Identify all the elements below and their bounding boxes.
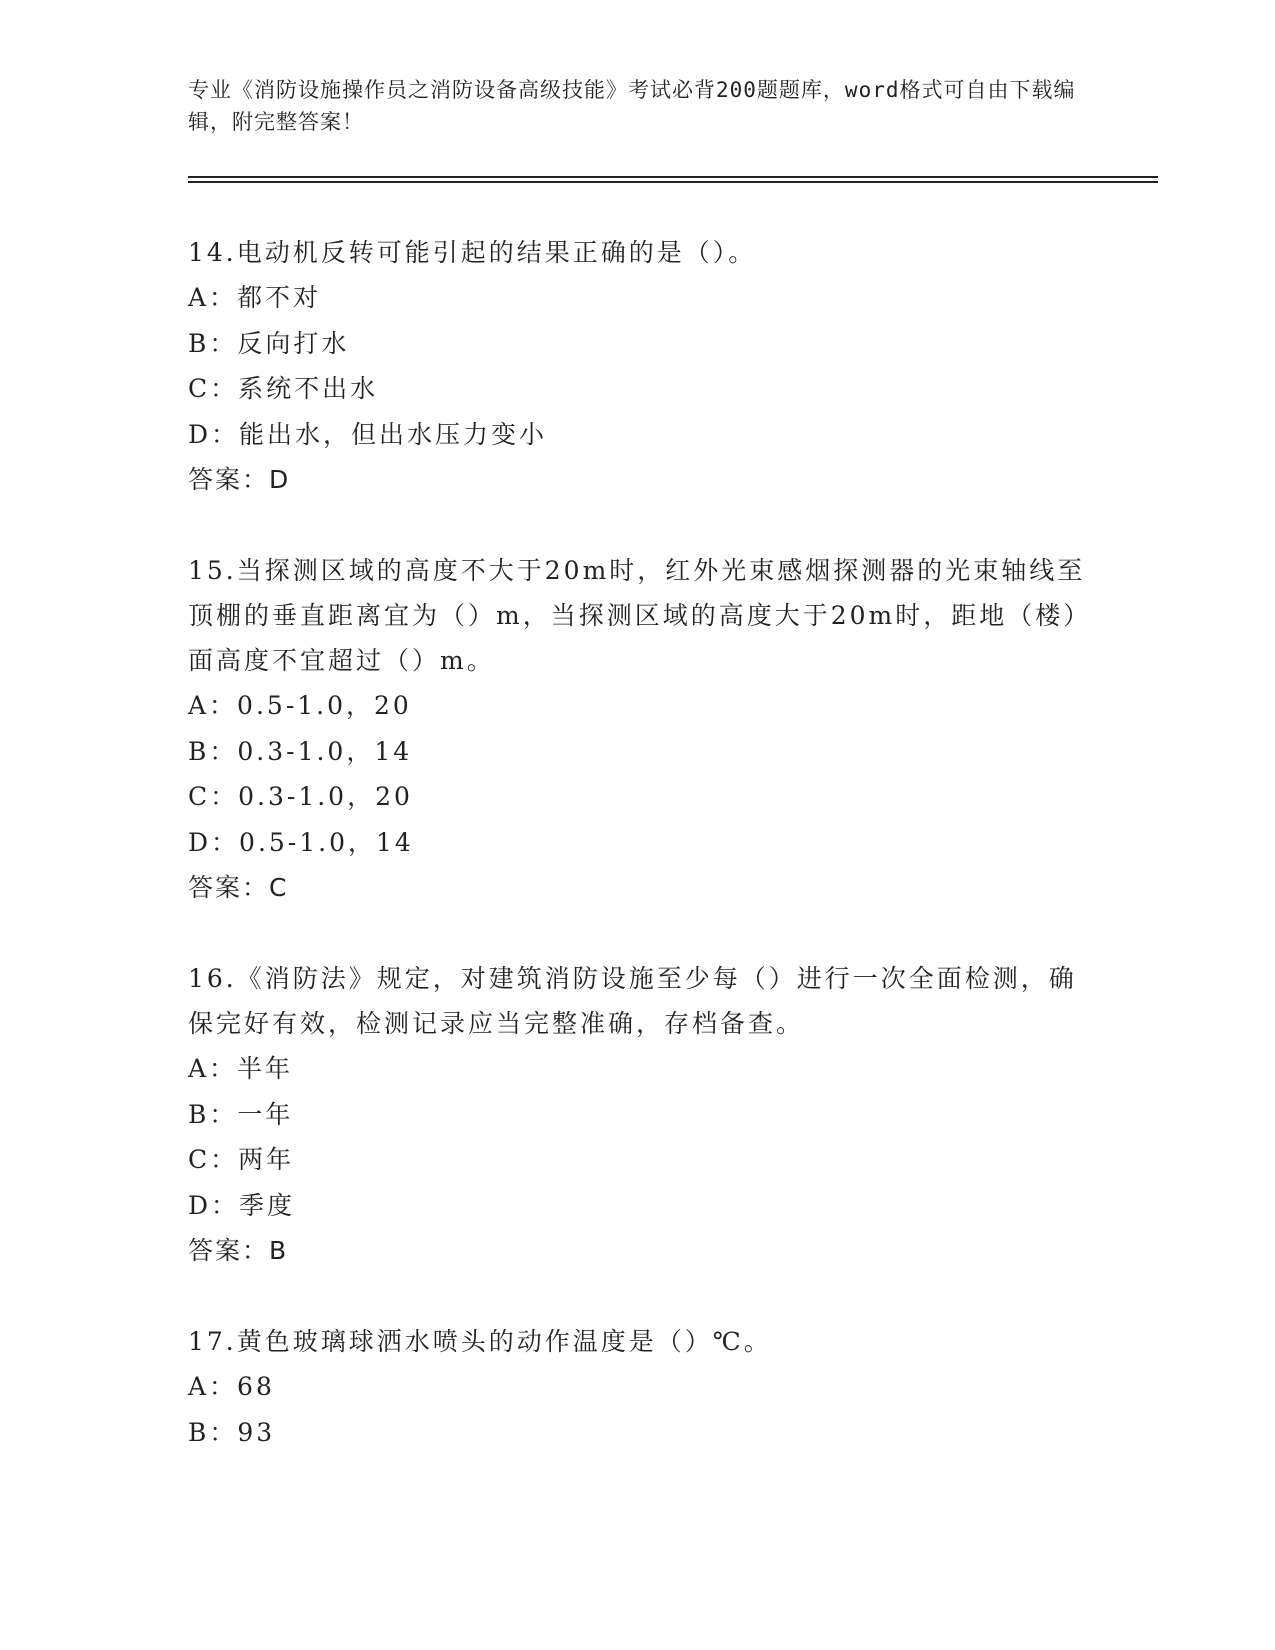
header-divider-bottom [188,181,1158,183]
option-b: B：一年 [188,1099,294,1129]
question-stem: 15.当探测区域的高度不大于20m时，红外光束感烟探测器的光束轴线至顶棚的垂直距离宜为（）m，当探测区域的高度大于20m时，距地（楼）面高度不宜超过（）m。 [188,556,1086,675]
answer-line: 答案：D [188,465,291,494]
option-a: A：68 [188,1372,275,1401]
header-divider-top [188,176,1158,178]
option-b: B：0.3-1.0，14 [188,736,413,766]
document-header: 专业《消防设施操作员之消防设备高级技能》考试必背200题题库，word格式可自由下载编辑，附完整答案！ [188,78,1076,134]
option-d: D：0.5-1.0，14 [188,827,414,857]
option-b: B：93 [188,1417,276,1447]
option-b: B：反向打水 [188,328,350,358]
answer-line: 答案：C [188,873,289,902]
option-c: C：系统不出水 [188,374,379,403]
option-a: A：0.5-1.0，20 [188,691,412,720]
question-stem: 14.电动机反转可能引起的结果正确的是（）。 [188,238,757,267]
question-stem: 17.黄色玻璃球洒水喷头的动作温度是（）℃。 [188,1327,772,1356]
option-d: D：季度 [188,1190,296,1220]
question-14 [188,230,1088,502]
question-16 [188,956,1088,1273]
question-15 [188,548,1088,910]
question-stem: 16.《消防法》规定，对建筑消防设施至少每（）进行一次全面检测，确保完好有效，检测记录应当完整准确，存档备查。 [188,964,1077,1038]
answer-line: 答案：B [188,1236,289,1265]
option-a: A：半年 [188,1054,294,1083]
option-a: A：都不对 [188,283,322,312]
option-c: C：0.3-1.0，20 [188,782,413,811]
option-d: D：能出水，但出水压力变小 [188,419,548,449]
option-c: C：两年 [188,1145,295,1174]
question-list [188,230,1088,1501]
question-17 [188,1319,1088,1455]
